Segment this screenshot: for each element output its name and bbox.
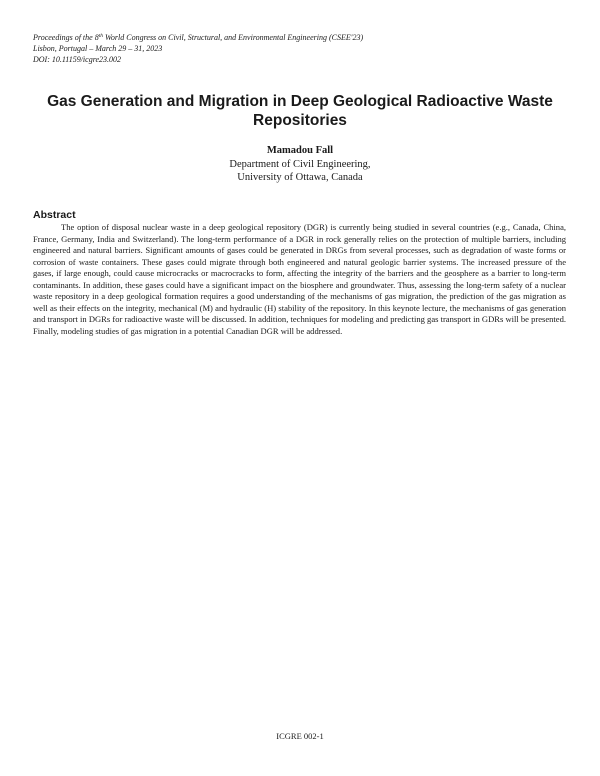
- affiliation-university: University of Ottawa, Canada: [237, 172, 363, 183]
- header-line1-superscript: th: [98, 33, 103, 39]
- author-name: Mamadou Fall: [266, 145, 334, 156]
- paper-title: Gas Generation and Migration in Deep Geological Radioactive Waste Repositories: [47, 93, 553, 129]
- header-line-doi: DOI: 10.11159/icgre23.002: [33, 55, 122, 64]
- header-line1-suffix: World Congress on Civil, Structural, and Environmental Engineering (CSEE'23): [102, 33, 364, 42]
- abstract-body: The option of disposal nuclear waste in a deep geological repository (DGR) is currently being studied in several countries (e.g., Canada, China, France, Germany, India and Switzerland). The long-term performance of a DGR in rock generally relies on the protection of multiple barriers, including engineered and natural barriers. Significant amounts of gases could be generated in DRGs from several processes, such as degradation of waste forms or corrosion of waste containers. These gases could migrate through both engineered and natural geologic barrier systems. The increased pressure of the gases, if large enough, could cause microcracks or macrocracks to form, affecting the integrity of the barriers and the geosphere as a barrier to long-term contaminants. In addition, these gases could have a significant impact on the biosphere and groundwater. Thus, assessing the long-term safety of a nuclear waste repository in a deep geological formation requires a good understanding of the mechanisms of gas migration, the prediction of the gas migration as well as their effects on the integrity, mechanical (M) and hydraulic (H) stability of the repository. In this keynote lecture, the mechanisms of gas generation and transport in DGRs for radioactive waste will be discussed. In addition, techniques for modeling and predicting gas transport in GDRs will be presented. Finally, modeling studies of gas migration in a potential Canadian DGR will be addressed.: [33, 222, 566, 336]
- header-line-location: Lisbon, Portugal – March 29 – 31, 2023: [33, 44, 163, 53]
- header-line-conference: [33, 32, 363, 43]
- affiliation-department: Department of Civil Engineering,: [229, 158, 371, 170]
- proceedings-header: [33, 32, 363, 65]
- page-number: ICGRE 002-1: [276, 731, 324, 741]
- author-block: [0, 144, 600, 185]
- abstract-heading: Abstract: [33, 209, 76, 221]
- header-line1-prefix: Proceedings of the 8: [33, 33, 99, 42]
